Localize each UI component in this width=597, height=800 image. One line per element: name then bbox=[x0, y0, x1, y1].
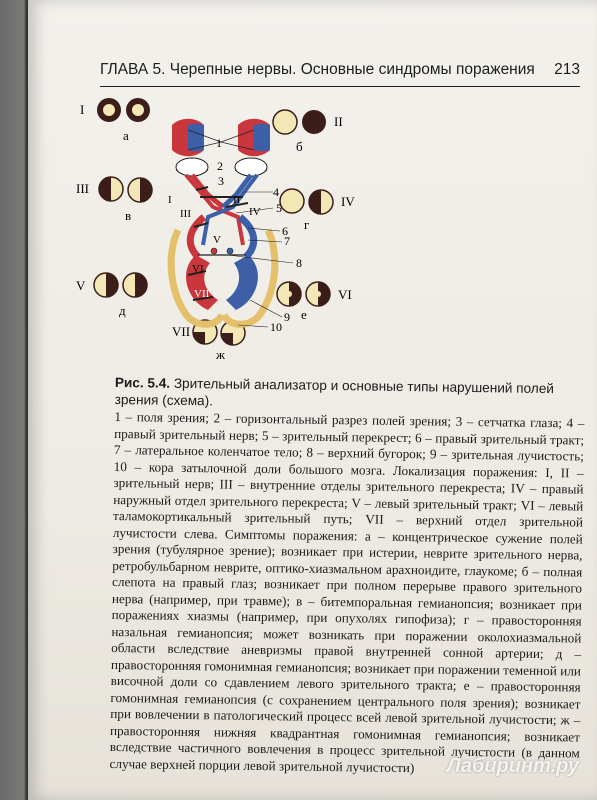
caption-title bbox=[115, 375, 585, 415]
letter-e: е bbox=[301, 307, 307, 322]
roman-label-II: II bbox=[334, 114, 343, 129]
field-d-right bbox=[123, 273, 147, 297]
center-label-II: II bbox=[233, 194, 241, 206]
letter-v: в bbox=[125, 208, 132, 223]
center-label-IV: IV bbox=[249, 206, 261, 218]
visual-pathway-diagram bbox=[171, 119, 293, 327]
letter-b: б bbox=[296, 139, 303, 154]
field-e-left bbox=[277, 282, 301, 306]
num-2: 2 bbox=[217, 159, 223, 173]
caption-body: 1 – поля зрения; 2 – горизонтальный разрез полей зрения; 3 – сетчатка глаза; 4 – правый зрительный нерв; 5 – зрительный перекрест; 6 – правый зрительный тракт; 7 – латеральное коленчатое тело; 8 – верхний бугорок; 9 – зрительная лучистость; 10 – кора затылочной доли большого мозга. Локализация поражения: I, II – зрительный нерв; III – внутренние отделы зрительного перекреста; IV – правый наружный отдел зрительного перекреста; V – левый зрительный тракт; VI – левый таламокортикальный зрительный путь; VII – верхний отдел зрительной лучистости слева. Симптомы поражения: а – концентрическое сужение полей зрения (тубулярное зрение); возникает при истерии, неврите зрительного нерва, ретробульбарном неврите, оптико-хиазмальном арахноидите, глаукоме; б – полная слепота на правый глаз; возникает при полном перерыве правого зрительного нерва (например, при травме); в – битемпоральная гемианопсия; возникает при поражениях хиазмы (например, при опухолях гипофиза); г – правосторонняя назальная гемианопсия; может возникать при поражении околохиазмальной области вследствие аневризмы правой внутренней сонной артерии; д – правосторонняя гомонимная гемианопсия; возникает при поражении теменной или височной доли со сдавлением левого зрительного тракта; е – правосторонняя гомонимная гемианопсия (с сохранением центрального поля зрения); возникает при вовлечении в патологический процесс всей левой зрительной лучистости; ж – правосторонняя нижняя квадрантная гомонимная гемианопсия; возникает вследствие частичного вовлечения в процесс зрительной лучистости (в данном случае верхней порции левой зрительной лучистости) bbox=[109, 408, 585, 775]
field-d-left bbox=[94, 273, 118, 297]
center-label-I: I bbox=[168, 194, 172, 206]
roman-label-VII: VII bbox=[172, 324, 191, 339]
roman-label-I: I bbox=[80, 102, 85, 117]
center-label-V: V bbox=[213, 234, 221, 246]
center-label-III: III bbox=[180, 208, 191, 220]
num-8: 8 bbox=[296, 256, 302, 270]
num-10: 10 bbox=[270, 320, 282, 334]
roman-label-V: V bbox=[76, 278, 86, 293]
letter-a: а bbox=[123, 128, 129, 143]
num-1: 1 bbox=[216, 136, 222, 150]
watermark-logo: Лабиринт.ру bbox=[446, 755, 579, 777]
field-b-right bbox=[302, 110, 326, 134]
num-3: 3 bbox=[218, 174, 224, 188]
field-g-left bbox=[280, 189, 304, 213]
field-v-left bbox=[99, 177, 123, 201]
center-label-VII: VII bbox=[194, 288, 210, 300]
letter-g: г bbox=[304, 217, 310, 232]
field-g-right bbox=[309, 190, 333, 214]
running-header bbox=[100, 60, 580, 87]
letter-d: д bbox=[119, 303, 126, 318]
page-number: 213 bbox=[554, 61, 580, 78]
roman-label-III: III bbox=[76, 181, 89, 196]
num-4: 4 bbox=[273, 185, 279, 199]
caption-figure-number: Рис. 5.4. bbox=[114, 375, 171, 391]
num-5: 5 bbox=[276, 201, 282, 215]
field-v-right bbox=[128, 178, 152, 202]
num-9: 9 bbox=[284, 310, 290, 324]
letter-zh: ж bbox=[216, 347, 225, 362]
num-7: 7 bbox=[284, 234, 290, 248]
visual-pathway-figure bbox=[68, 95, 488, 370]
center-label-VI: VI bbox=[192, 263, 204, 275]
roman-label-IV: IV bbox=[341, 194, 355, 209]
field-a-right bbox=[126, 98, 150, 122]
book-page bbox=[28, 0, 597, 800]
field-e-right bbox=[306, 282, 330, 306]
chapter-title: ГЛАВА 5. Черепные нервы. Основные синдромы поражения bbox=[100, 61, 535, 78]
field-a-left bbox=[97, 98, 121, 122]
caption-title-text: Зрительный анализатор и основные типы нарушений полей зрения (схема). bbox=[114, 375, 555, 408]
roman-label-VI: VI bbox=[338, 287, 352, 302]
field-b-left bbox=[273, 110, 297, 134]
num-6: 6 bbox=[282, 224, 288, 238]
figure-caption bbox=[109, 375, 584, 779]
